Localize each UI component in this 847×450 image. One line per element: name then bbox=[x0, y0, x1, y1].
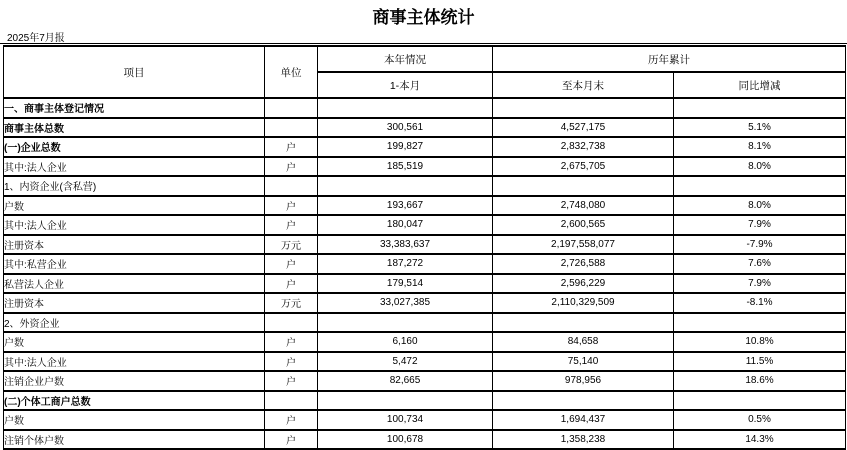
row-yoy-value bbox=[674, 313, 846, 333]
table-row bbox=[4, 137, 846, 157]
table-row bbox=[4, 371, 846, 391]
column-header-unit: 单位 bbox=[265, 46, 318, 98]
row-yoy-value: 7.9% bbox=[674, 215, 846, 235]
row-yoy-value: 18.6% bbox=[674, 371, 846, 391]
column-header-yoy-change: 同比增减 bbox=[674, 72, 846, 98]
row-cumulative-value: 2,675,705 bbox=[493, 157, 674, 177]
table-row bbox=[4, 235, 846, 255]
row-unit: 户 bbox=[265, 352, 318, 372]
row-label: 其中:法人企业 bbox=[4, 352, 265, 372]
row-yoy-value bbox=[674, 391, 846, 411]
report-period-bar bbox=[0, 30, 847, 44]
row-label: (一)企业总数 bbox=[4, 137, 265, 157]
row-month-value bbox=[318, 176, 493, 196]
row-label: 户数 bbox=[4, 410, 265, 430]
row-yoy-value: 8.0% bbox=[674, 157, 846, 177]
row-yoy-value: 7.9% bbox=[674, 274, 846, 294]
row-yoy-value: -8.1% bbox=[674, 293, 846, 313]
row-yoy-value: 14.3% bbox=[674, 430, 846, 450]
table-row bbox=[4, 196, 846, 216]
row-month-value: 180,047 bbox=[318, 215, 493, 235]
row-label: 一、商事主体登记情况 bbox=[4, 98, 265, 118]
row-unit: 万元 bbox=[265, 293, 318, 313]
row-unit: 户 bbox=[265, 215, 318, 235]
row-yoy-value: 10.8% bbox=[674, 332, 846, 352]
row-unit: 户 bbox=[265, 196, 318, 216]
row-month-value: 300,561 bbox=[318, 118, 493, 138]
table-body bbox=[4, 98, 846, 449]
row-label: 注册资本 bbox=[4, 235, 265, 255]
row-month-value: 5,472 bbox=[318, 352, 493, 372]
row-month-value: 187,272 bbox=[318, 254, 493, 274]
row-cumulative-value bbox=[493, 176, 674, 196]
column-group-cumulative: 历年累计 bbox=[493, 46, 846, 72]
statistics-table bbox=[3, 45, 846, 450]
column-header-month-range: 1-本月 bbox=[318, 72, 493, 98]
header-row-groups bbox=[4, 46, 846, 72]
row-yoy-value: 5.1% bbox=[674, 118, 846, 138]
column-header-to-month-end: 至本月末 bbox=[493, 72, 674, 98]
row-cumulative-value: 2,832,738 bbox=[493, 137, 674, 157]
row-unit bbox=[265, 98, 318, 118]
row-unit: 户 bbox=[265, 430, 318, 450]
row-month-value: 185,519 bbox=[318, 157, 493, 177]
row-unit: 万元 bbox=[265, 235, 318, 255]
row-unit: 户 bbox=[265, 332, 318, 352]
row-label: 户数 bbox=[4, 196, 265, 216]
row-cumulative-value: 2,110,329,509 bbox=[493, 293, 674, 313]
row-unit bbox=[265, 176, 318, 196]
row-cumulative-value: 978,956 bbox=[493, 371, 674, 391]
row-label: 私营法人企业 bbox=[4, 274, 265, 294]
row-cumulative-value bbox=[493, 98, 674, 118]
row-month-value bbox=[318, 313, 493, 333]
row-cumulative-value: 1,694,437 bbox=[493, 410, 674, 430]
table-row bbox=[4, 410, 846, 430]
row-month-value: 179,514 bbox=[318, 274, 493, 294]
row-label: (二)个体工商户总数 bbox=[4, 391, 265, 411]
row-label: 注销个体户数 bbox=[4, 430, 265, 450]
column-header-item: 项目 bbox=[4, 46, 265, 98]
row-unit: 户 bbox=[265, 157, 318, 177]
table-row bbox=[4, 293, 846, 313]
table-row bbox=[4, 352, 846, 372]
row-label: 1、内资企业(含私营) bbox=[4, 176, 265, 196]
row-label: 其中:法人企业 bbox=[4, 157, 265, 177]
row-label: 其中:法人企业 bbox=[4, 215, 265, 235]
row-yoy-value: 8.1% bbox=[674, 137, 846, 157]
table-row bbox=[4, 332, 846, 352]
row-month-value: 82,665 bbox=[318, 371, 493, 391]
column-group-current-year: 本年情况 bbox=[318, 46, 493, 72]
table-row bbox=[4, 391, 846, 411]
row-unit: 户 bbox=[265, 371, 318, 391]
row-cumulative-value: 2,197,558,077 bbox=[493, 235, 674, 255]
row-cumulative-value: 75,140 bbox=[493, 352, 674, 372]
row-cumulative-value bbox=[493, 313, 674, 333]
row-month-value: 100,734 bbox=[318, 410, 493, 430]
row-label: 注销企业户数 bbox=[4, 371, 265, 391]
row-unit bbox=[265, 313, 318, 333]
table-row bbox=[4, 430, 846, 450]
row-yoy-value: 11.5% bbox=[674, 352, 846, 372]
row-unit: 户 bbox=[265, 274, 318, 294]
row-month-value bbox=[318, 98, 493, 118]
row-unit bbox=[265, 391, 318, 411]
row-month-value bbox=[318, 391, 493, 411]
row-label: 注册资本 bbox=[4, 293, 265, 313]
row-yoy-value bbox=[674, 98, 846, 118]
table-row bbox=[4, 118, 846, 138]
table-row bbox=[4, 176, 846, 196]
table-row bbox=[4, 274, 846, 294]
row-yoy-value: 0.5% bbox=[674, 410, 846, 430]
row-month-value: 193,667 bbox=[318, 196, 493, 216]
row-label: 商事主体总数 bbox=[4, 118, 265, 138]
report-period: 2025年7月报 bbox=[7, 33, 65, 44]
row-month-value: 100,678 bbox=[318, 430, 493, 450]
row-cumulative-value: 2,726,588 bbox=[493, 254, 674, 274]
row-cumulative-value bbox=[493, 391, 674, 411]
row-unit: 户 bbox=[265, 137, 318, 157]
row-yoy-value: -7.9% bbox=[674, 235, 846, 255]
row-yoy-value: 8.0% bbox=[674, 196, 846, 216]
row-cumulative-value: 2,600,565 bbox=[493, 215, 674, 235]
row-cumulative-value: 1,358,238 bbox=[493, 430, 674, 450]
row-unit: 户 bbox=[265, 254, 318, 274]
row-month-value: 33,027,385 bbox=[318, 293, 493, 313]
row-yoy-value: 7.6% bbox=[674, 254, 846, 274]
table-row bbox=[4, 157, 846, 177]
row-month-value: 199,827 bbox=[318, 137, 493, 157]
table-row bbox=[4, 313, 846, 333]
table-row bbox=[4, 215, 846, 235]
table-row bbox=[4, 254, 846, 274]
row-month-value: 6,160 bbox=[318, 332, 493, 352]
row-cumulative-value: 84,658 bbox=[493, 332, 674, 352]
row-label: 户数 bbox=[4, 332, 265, 352]
row-cumulative-value: 2,596,229 bbox=[493, 274, 674, 294]
page-title: 商事主体统计 bbox=[372, 8, 475, 27]
row-cumulative-value: 4,527,175 bbox=[493, 118, 674, 138]
row-yoy-value bbox=[674, 176, 846, 196]
row-cumulative-value: 2,748,080 bbox=[493, 196, 674, 216]
row-unit bbox=[265, 118, 318, 138]
table-row bbox=[4, 98, 846, 118]
row-unit: 户 bbox=[265, 410, 318, 430]
row-label: 2、外资企业 bbox=[4, 313, 265, 333]
table-header bbox=[4, 46, 846, 98]
row-month-value: 33,383,637 bbox=[318, 235, 493, 255]
row-label: 其中:私营企业 bbox=[4, 254, 265, 274]
